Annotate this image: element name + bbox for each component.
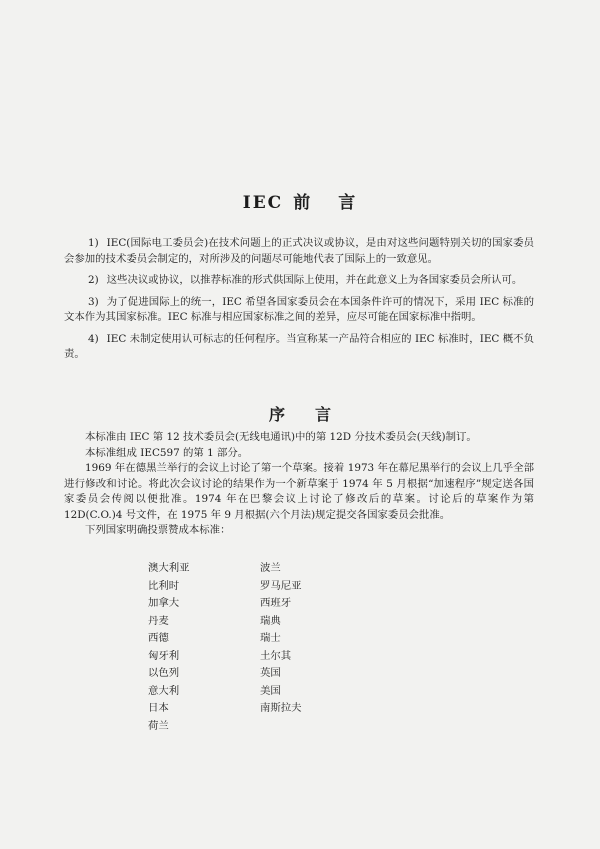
country-item: 以色列 <box>148 667 180 679</box>
preface-paragraph: 下列国家明确投票赞成本标准： <box>85 524 231 536</box>
item-number: 1) <box>88 237 99 249</box>
country-item: 波兰 <box>260 562 281 574</box>
item-number: 4) <box>88 332 99 345</box>
iec-foreword-item <box>64 295 534 326</box>
country-column-left <box>148 560 190 735</box>
country-item: 西班牙 <box>260 597 292 609</box>
country-item: 澳大利亚 <box>148 562 190 574</box>
country-item: 日本 <box>148 702 169 714</box>
country-item: 加拿大 <box>148 597 180 609</box>
item-number: 3) <box>88 295 99 308</box>
preface-paragraph: 1969 年在德黑兰举行的会议上讨论了第一个草案。接着 1973 年在幕尼黑举行的会议上几乎全部进行修改和讨论。将此次会议讨论的结果作为一个新草案于 1974 年 5 月根据“加速程序”规定送各国家委员会传阅以便批准。1974 年在巴黎会议上讨论了修改后的草案。讨论后的草案作为第 12D(C.O.)4 号文件，在 1975 年 9 月根据(六个月法)规定提交各国家委员会批准。 <box>64 462 534 521</box>
country-item: 比利时 <box>148 579 180 592</box>
preface-title-xu: 序 <box>268 405 285 424</box>
item-text: IEC(国际电工委员会)在技术问题上的正式决议或协议，是由对这些问题特别关切的国家委员会参加的技术委员会制定的，对所涉及的问题尽可能地代表了国际上的一致意见。 <box>64 237 534 265</box>
iec-foreword-item <box>64 236 534 267</box>
item-text: IEC 未制定使用认可标志的任何程序。当宣称某一产品符合相应的 IEC 标准时，IEC 概不负责。 <box>64 332 534 360</box>
item-text: 为了促进国际上的统一，IEC 希望各国家委员会在本国条件许可的情况下，采用 IEC 标准的文本作为其国家标准。IEC 标准与相应国家标准之间的差异，应尽可能在国家标准中指明。 <box>64 295 534 323</box>
country-item: 瑞典 <box>260 614 281 627</box>
country-item: 罗马尼亚 <box>260 579 302 592</box>
country-item: 荷兰 <box>148 719 169 732</box>
country-item: 美国 <box>260 684 281 697</box>
country-item: 南斯拉夫 <box>260 702 302 714</box>
country-item: 丹麦 <box>148 614 169 627</box>
iec-foreword-item <box>64 273 534 289</box>
country-item: 西德 <box>148 632 169 644</box>
title-iec: IEC <box>242 193 284 213</box>
item-text: 这些决议或协议，以推荐标准的形式供国际上使用，并在此意义上为各国家委员会所认可。 <box>106 274 523 286</box>
item-number: 2) <box>88 274 99 286</box>
preface-body <box>64 430 534 539</box>
iec-foreword-title <box>0 188 600 213</box>
country-item: 匈牙利 <box>148 649 180 662</box>
preface-title-yan: 言 <box>315 405 332 424</box>
title-qian: 前 <box>293 193 313 213</box>
country-item: 瑞士 <box>260 632 281 644</box>
preface-paragraph: 本标准由 IEC 第 12 技术委员会(无线电通讯)中的第 12D 分技术委员会(天线)制订。 <box>85 431 477 443</box>
country-item: 意大利 <box>148 684 180 697</box>
preface-paragraph: 本标准组成 IEC597 的第 1 部分。 <box>85 446 249 459</box>
title-yan: 言 <box>338 193 358 213</box>
country-item: 土尔其 <box>260 649 292 662</box>
iec-foreword-list <box>64 236 534 369</box>
country-column-right <box>260 560 302 718</box>
iec-foreword-item <box>64 332 534 363</box>
preface-title <box>0 402 600 425</box>
country-item: 英国 <box>260 667 281 679</box>
